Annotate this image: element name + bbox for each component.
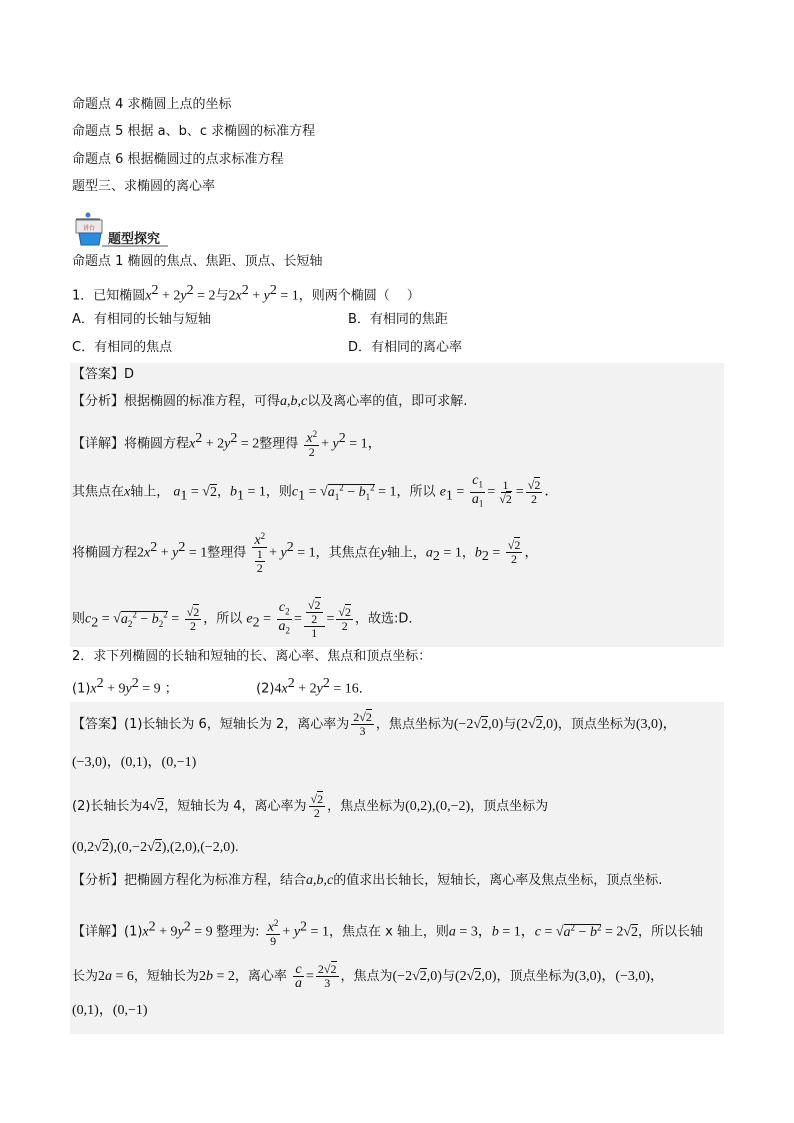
q2-stem: 2．求下列椭圆的长轴和短轴的长、离心率、焦点和顶点坐标：	[72, 649, 432, 664]
section-badge	[72, 212, 172, 250]
q1-detail-3: 将椭圆方程$2x^2 + y^2 = 1$整理得 $\frac{x^2}{\frac{1}{2}}$ + $y^2 = 1$，其焦点在y轴上，$a_2 = 1$，$b_2$ = $\frac{√2}{2}$ ，	[72, 531, 539, 576]
outline-item-4: 命题点 4 求椭圆上点的坐标	[72, 97, 232, 112]
q1-analysis: 【分析】根据椭圆的标准方程，可得a,b,c以及离心率的值，即可求解.	[72, 394, 468, 409]
q1-option-c[interactable]: C．有相同的焦点	[72, 340, 173, 355]
q2-answer-2: (2)长轴长为4√2，短轴长为 4，离心率为 $\frac{√2}{2}$ ，焦点坐标为(0,2),(0,−2)，顶点坐标为	[72, 792, 549, 820]
q1-detail-4: 则$c_2 = √a_2^2 - b_2^2$ = $\frac{√2}{2}$ ，所以 $e_2$ = $\frac{c_2}{a_2}$ = $\frac{\frac{√2}{2}}{1}$ = $\frac{√2}{2}$ ，故选:D．	[72, 597, 422, 640]
badge-title: 题型探究	[108, 232, 161, 247]
q2-parts: $(1)x^2 + 9y^2 = 9$ ； $(2)4x^2 + 2y^2 = 16$．	[72, 676, 372, 697]
q1-detail-1: 【详解】将椭圆方程$x^2 + 2y^2 = 2$整理得 $\frac{x^2}{2}$ + $y^2 = 1$，	[72, 429, 382, 460]
q1-option-d[interactable]: D．有相同的离心率	[348, 340, 463, 355]
outline-item-5: 命题点 5 根据 a、b、c 求椭圆的标准方程	[72, 124, 316, 139]
q1-answer: 【答案】D	[72, 367, 135, 382]
q2-detail-3: (0,1)，(0,−1)	[72, 1003, 148, 1018]
q1-option-b[interactable]: B．有相同的焦距	[348, 312, 448, 327]
q2-answer-1b: (−3,0)，(0,1)，(0,−1)	[72, 755, 197, 770]
point-title: 命题点 1 椭圆的焦点、焦距、顶点、长短轴	[72, 254, 323, 269]
q2-analysis: 【分析】把椭圆方程化为标准方程，结合a,b,c的值求出长轴长，短轴长，离心率及焦点坐标，顶点坐标.	[72, 873, 663, 888]
q1-stem: 1．已知椭圆$x^2 + 2y^2 = 2$与$2x^2 + y^2 = 1$，则两个椭圆（ ）	[72, 283, 420, 304]
q2-detail-2: 长为2a = 6，短轴长为2b = 2，离心率 $\frac{c}{a}$ = $\frac{2√2}{3}$ ，焦点为(−2√2,0)与(2√2,0)，顶点坐标为(3,0)，(−3,0)，	[72, 962, 665, 991]
q1-option-a[interactable]: A．有相同的长轴与短轴	[72, 312, 211, 327]
q1-detail-2: 其焦点在x轴上， $a_1 = √2$，$b_1 = 1$，则$c_1 = √a_1^2 - b_1^2 = 1$，所以 $e_1$ = $\frac{c_1}{a_1}$ = $\frac{1}{√2}$ = $\frac{√2}{2}$ ．	[72, 473, 559, 509]
q2-answer-2b: (0,2√2),(0,−2√2),(2,0),(−2,0).	[72, 840, 239, 855]
q2-answer-1: 【答案】(1)长轴长为 6，短轴长为 2，离心率为 $\frac{2√2}{3}$ ，焦点坐标为(−2√2,0)与(2√2,0)，顶点坐标为(3,0)，	[72, 710, 677, 738]
outline-item-6: 命题点 6 根据椭圆过的点求标准方程	[72, 152, 284, 167]
lectern-icon	[72, 212, 172, 250]
badge-small-text: 讲台	[82, 225, 96, 232]
q2-detail-1: 【详解】$(1)x^2 + 9y^2 = 9$ 整理为: $\frac{x^2}{9}$ + $y^2 = 1$，焦点在 x 轴上，则a = 3，b = 1，$c = √a^2 - b^2 = 2√2$，所以长轴	[72, 917, 704, 948]
outline-type-3: 题型三、求椭圆的离心率	[72, 179, 216, 194]
